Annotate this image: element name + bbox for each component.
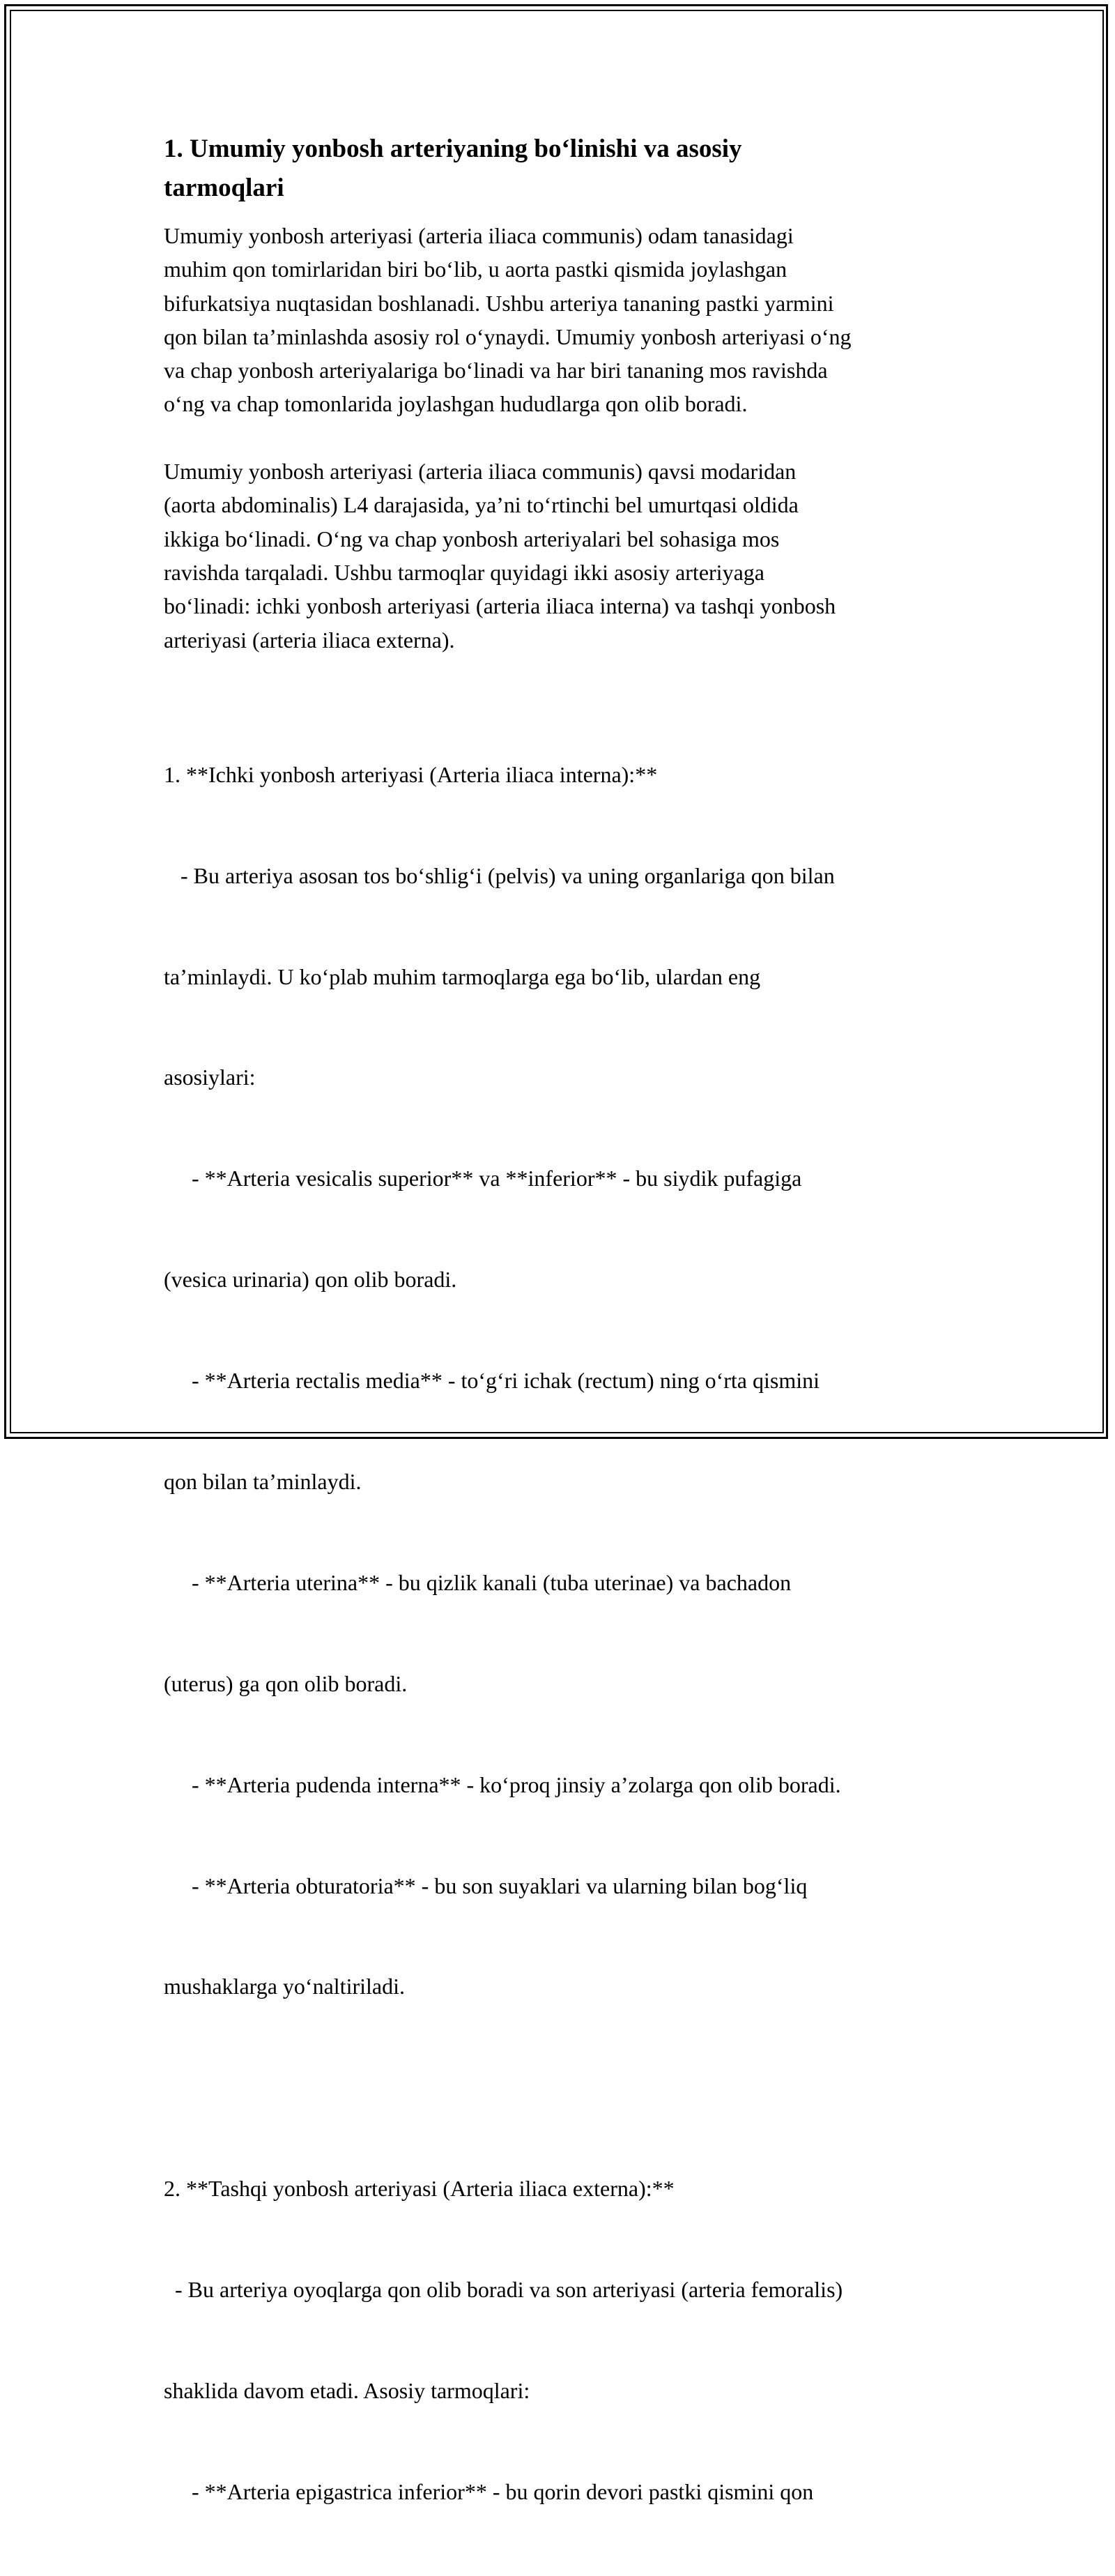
list-subitem: - **Arteria obturatoria** - bu son suyaklari va ularning bilan bog‘liq [164,1873,808,1898]
paragraph-gap [164,421,965,455]
document-body [164,130,965,2576]
text-line: Umumiy yonbosh arteriyasi (arteria iliaca communis) qavsi modaridan [164,459,797,485]
list-external-iliac [164,2105,965,2576]
list-subitem: - **Arteria pudenda interna** - ko‘proq jinsiy a’zolarga qon olib boradi. [164,1771,841,1797]
list-internal-iliac [164,690,965,2071]
paragraph-gap [164,657,965,690]
heading-line: tarmoqlari [164,174,284,202]
text-line: (uterus) ga qon olib boradi. [164,1670,408,1696]
text-line: shaklida davom etadi. Asosiy tarmoqlari: [164,2378,530,2403]
text-line: ikkiga bo‘linadi. O‘ng va chap yonbosh arteriyalari bel sohasiga mos [164,526,780,551]
section-heading [164,130,965,208]
list-subitem: - **Arteria rectalis media** - to‘g‘ri ichak (rectum) ning o‘rta qismini [164,1368,820,1394]
text-line: va chap yonbosh arteriyalariga bo‘linadi va har biri tananing mos ravishda [164,358,828,383]
text-line: o‘ng va chap tomonlarida joylashgan hududlarga qon olib boradi. [164,391,748,417]
text-line: Umumiy yonbosh arteriyasi (arteria iliaca communis) odam tanasidagi [164,223,794,248]
text-line: arteriyasi (arteria iliaca externa). [164,627,455,653]
list-subitem: - **Arteria vesicalis superior** va **inferior** - bu siydik pufagiga [164,1166,802,1191]
text-line: ta’minlaydi. U ko‘plab muhim tarmoqlarga ega bo‘lib, ulardan eng [164,963,761,989]
text-line: qon bilan ta’minlaydi. [164,1468,362,1494]
text-line: qon bilan ta’minlashda asosiy rol o‘ynaydi. Umumiy yonbosh arteriyasi o‘ng [164,323,852,349]
text-line: - Bu arteriya oyoqlarga qon olib boradi va son arteriyasi (arteria femoralis) [164,2277,843,2303]
paragraph-intro [164,219,965,421]
text-line: ravishda tarqaladi. Ushbu tarmoqlar quyidagi ikki asosiy arteriyaga [164,559,764,585]
list-item: 1. **Ichki yonbosh arteriyasi (Arteria iliaca interna):** [164,761,658,787]
paragraph-gap [164,2071,965,2104]
text-line: - Bu arteriya asosan tos bo‘shlig‘i (pelvis) va uning organlariga qon bilan [164,862,835,888]
text-line: bo‘linadi: ichki yonbosh arteriyasi (arteria iliaca interna) va tashqi yonbosh [164,593,836,619]
list-item: 2. **Tashqi yonbosh arteriyasi (Arteria iliaca externa):** [164,2176,675,2202]
text-line: asosiylari: [164,1065,256,1090]
text-line: (vesica urinaria) qon olib boradi. [164,1267,457,1293]
text-line: bifurkatsiya nuqtasidan boshlanadi. Ushbu arteriya tananing pastki yarmini [164,290,834,316]
paragraph-bifurcation [164,455,965,657]
text-line: muhim qon tomirlaridan biri bo‘lib, u aorta pastki qismida joylashgan [164,257,787,282]
text-line: (aorta abdominalis) L4 darajasida, ya’ni to‘rtinchi bel umurtqasi oldida [164,492,799,518]
list-subitem: - **Arteria uterina** - bu qizlik kanali (tuba uterinae) va bachadon [164,1569,792,1595]
text-line: mushaklarga yo‘naltiriladi. [164,1974,405,1999]
list-subitem: - **Arteria epigastrica inferior** - bu qorin devori pastki qismini qon [164,2478,814,2504]
heading-line: 1. Umumiy yonbosh arteriyaning bo‘linishi va asosiy [164,135,742,163]
